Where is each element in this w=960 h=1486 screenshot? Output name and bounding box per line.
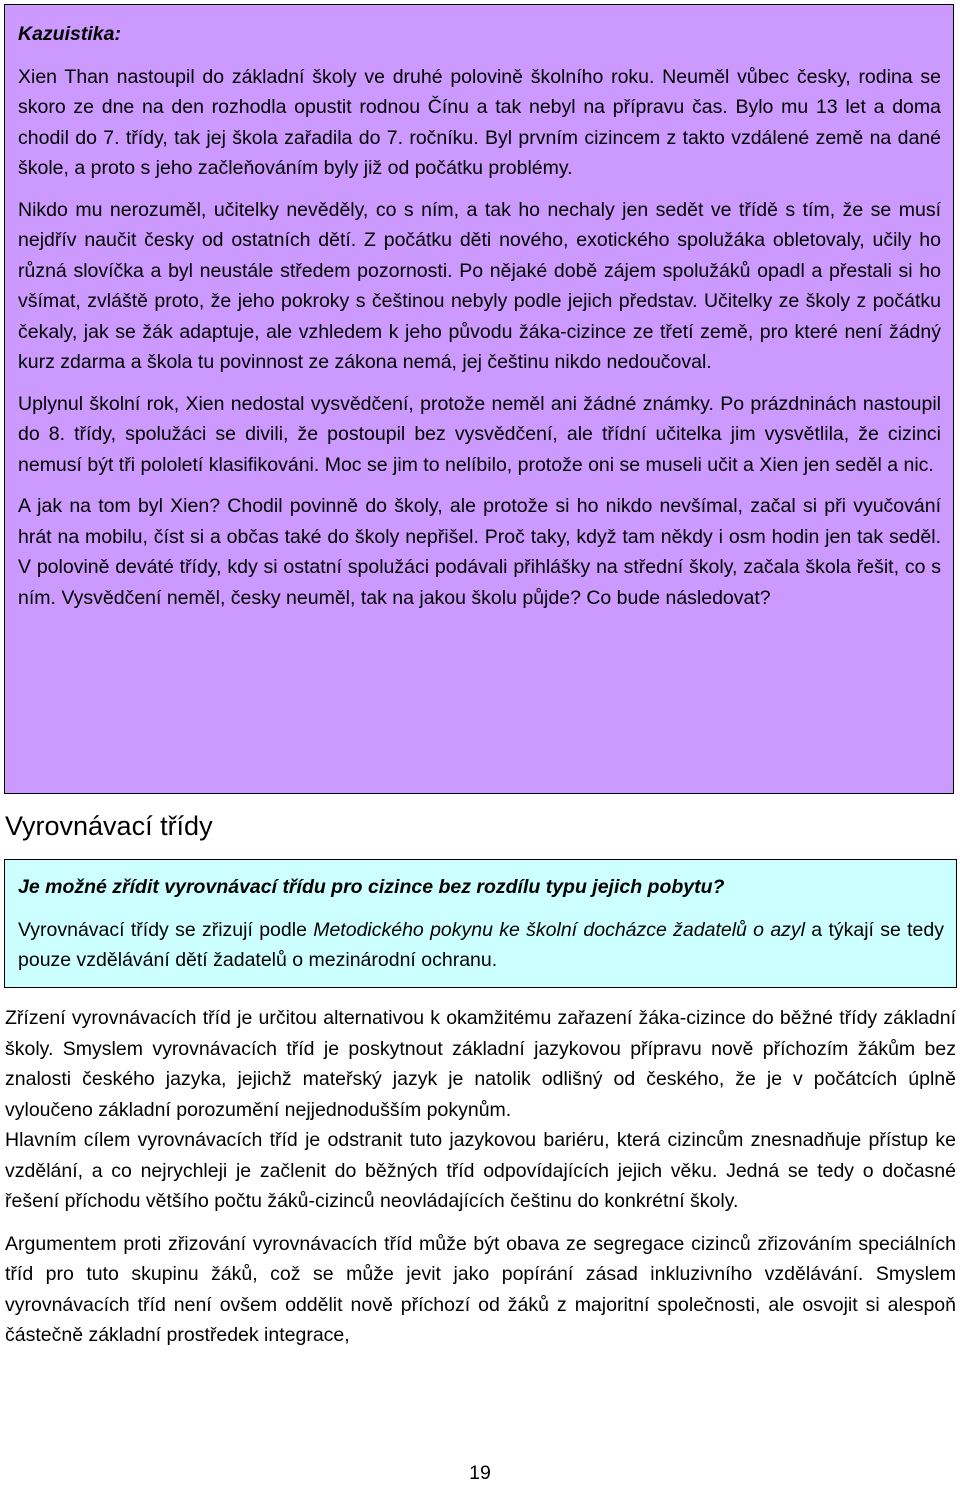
case-study-paragraph-4: A jak na tom byl Xien? Chodil povinně do školy, ale protože si ho nikdo nevšímal, začal si při vyučování hrát na mobilu, číst si a občas také do školy nepřišel. Proč taky, když tam někdy i osm hodin jen tak seděl. V polovině deváté třídy, kdy si ostatní spolužáci podávali přihlášky na střední školy, začala škola řešit, co s ním. Vysvědčení neměl, česky neuměl, tak na jakou školu půjde? Co bude následovat? [18,495,941,609]
faq-answer-end: a týkají se tedy pouze vzdělávání dětí žadatelů o mezinárodní ochranu. [18,918,944,971]
faq-answer-start: Vyrovnávací třídy se zřizují podle [18,918,314,941]
section-heading: Vyrovnávací třídy [5,811,213,841]
case-study-paragraph-2: Nikdo mu nerozuměl, učitelky nevěděly, co s ním, a tak ho nechaly jen sedět ve třídě s tím, že se musí nejdřív naučit česky od ostatních dětí. Z počátku děti nového, exotického spolužáka obletovaly, učily ho různá slovíčka a byl neustále středem pozornosti. Po nějaké době zájem spolužáků opadl a přestali si ho všímat, zvláště proto, že jeho pokroky s češtinou nebyly podle jejich představ. Učitelky ze školy z počátku čekaly, jak se žák adaptuje, ale vzhledem k jeho původu žáka-cizince ze třetí země, pro které není žádný kurz zdarma a škola tu povinnost ze zákona nemá, jej češtinu nikdo nedoučoval. [18,198,941,373]
case-study-paragraph-1: Xien Than nastoupil do základní školy ve druhé polovině školního roku. Neuměl vůbec česky, rodina se skoro ze dne na den rozhodla opustit rodnou Čínu a tak nebyl na přípravu čas. Bylo mu 13 let a doma chodil do 7. třídy, tak jej škola zařadila do 7. ročníku. Byl prvním cizincem z takto vzdálené země na dané škole, a proto s jeho začleňováním byly již od počátku problémy. [18,65,941,179]
body-paragraph-3: Argumentem proti zřizování vyrovnávacích tříd může být obava ze segregace cizinců zřizováním speciálních tříd pro tuto skupinu žáků, což se může jevit jako popírání zásad inkluzivního vzdělávání. Smyslem vyrovnávacích tříd není ovšem oddělit nově příchozí od žáků z majoritní společnosti, ale osvojit si alespoň částečně základní prostředek integrace, [5,1232,956,1346]
page-number: 19 [469,1462,491,1484]
faq-answer [18,915,944,976]
faq-box [4,859,957,988]
faq-answer-document-title: Metodického pokynu ke školní docházce žadatelů o azyl [313,918,805,941]
case-study-paragraph-3: Uplynul školní rok, Xien nedostal vysvědčení, protože neměl ani žádné známky. Po prázdninách nastoupil do 8. třídy, spolužáci se divili, že postoupil bez vysvědčení, ale třídní učitelka jim vysvětlila, že cizinci nemusí být tři pololetí klasifikováni. Moc se jim to nelíbilo, protože oni se museli učit a Xien jen seděl a nic. [18,392,941,476]
body-text [5,1003,956,1351]
case-study-title: Kazuistika: [18,23,121,45]
body-paragraph-2: Hlavním cílem vyrovnávacích tříd je odstranit tuto jazykovou bariéru, která cizincům znesnadňuje přístup ke vzdělání, a co nejrychleji je začlenit do běžných tříd odpovídajících jejich věku. Jedná se tedy o dočasné řešení příchodu většího počtu žáků-cizinců neovládajících češtinu do konkrétní školy. [5,1129,956,1212]
body-paragraph-1: Zřízení vyrovnávacích tříd je určitou alternativou k okamžitému zařazení žáka-cizince do běžné třídy základní školy. Smyslem vyrovnávacích tříd je poskytnout základní jazykovou přípravu nově příchozím žákům bez znalosti českého jazyka, jejichž mateřský jazyk je natolik odlišný od českého, že je v počátcích úplně vyloučeno základní porozumění nejjednodušším pokynům. [5,1007,956,1121]
case-study-box [4,4,954,794]
faq-question: Je možné zřídit vyrovnávací třídu pro cizince bez rozdílu typu jejich pobytu? [18,876,725,898]
